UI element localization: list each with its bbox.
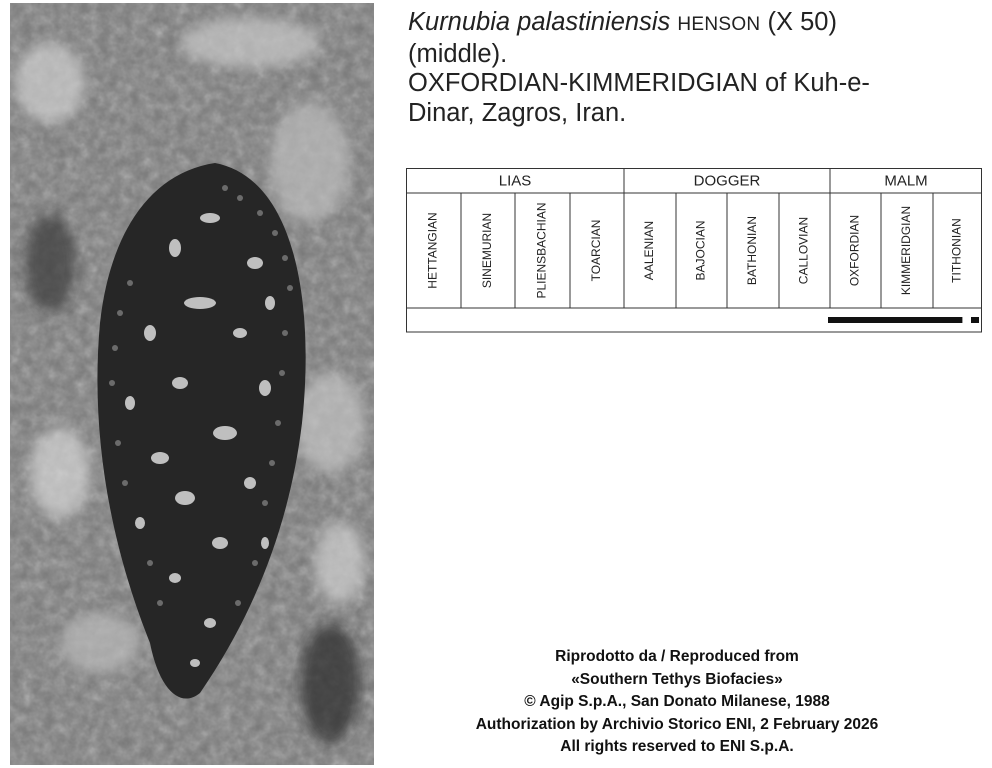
species-name: Kurnubia palastiniensis [408,8,671,36]
fossil-micrograph [10,3,374,765]
stage-label: KIMMERIDGIAN [899,205,914,296]
credit-line-1: Riprodotto da / Reproduced from [555,648,799,665]
species-author: HENSON [677,14,761,35]
stage-label: BATHONIAN [745,215,760,286]
age-locality-line-1: OXFORDIAN-KIMMERIDGIAN of Kuh-e- [408,69,870,97]
stage-label: CALLOVIAN [796,216,811,285]
micrograph-image [10,3,374,765]
credit-line-4: Authorization by Archivio Storico ENI, 2 February 2026 [475,715,879,733]
age-locality-line-2: Dinar, Zagros, Iran. [408,98,627,127]
caption-title-line [408,8,978,40]
stage-label: PLIENSBACHIAN [534,202,549,299]
section-label: (middle). [408,39,508,68]
stage-label: OXFORDIAN [847,214,862,287]
stage-label: HETTANGIAN [425,212,440,289]
stage-label: TOARCIAN [589,219,604,282]
stage-label: AALENIAN [642,220,657,281]
range-bar-solid [828,317,962,323]
credit-line-3: © Agip S.p.A., San Donato Milanese, 1988 [524,693,830,711]
stage-label: TITHONIAN [949,218,964,283]
reproduction-credit [462,646,892,759]
stage-label: SINEMURIAN [480,212,495,289]
epoch-label: LIAS [498,172,532,190]
stratigraphic-range-chart [406,168,982,333]
credit-line-5: All rights reserved to ENI S.p.A. [560,738,794,756]
figure-caption [408,8,978,128]
range-bar-dash [971,317,979,323]
magnification: (X 50) [767,8,837,36]
credit-line-2: «Southern Tethys Biofacies» [571,670,783,688]
epoch-label: MALM [884,172,928,190]
epoch-label: DOGGER [693,172,761,190]
stage-label: BAJOCIAN [693,220,708,281]
stratigraphic-table [406,168,982,333]
